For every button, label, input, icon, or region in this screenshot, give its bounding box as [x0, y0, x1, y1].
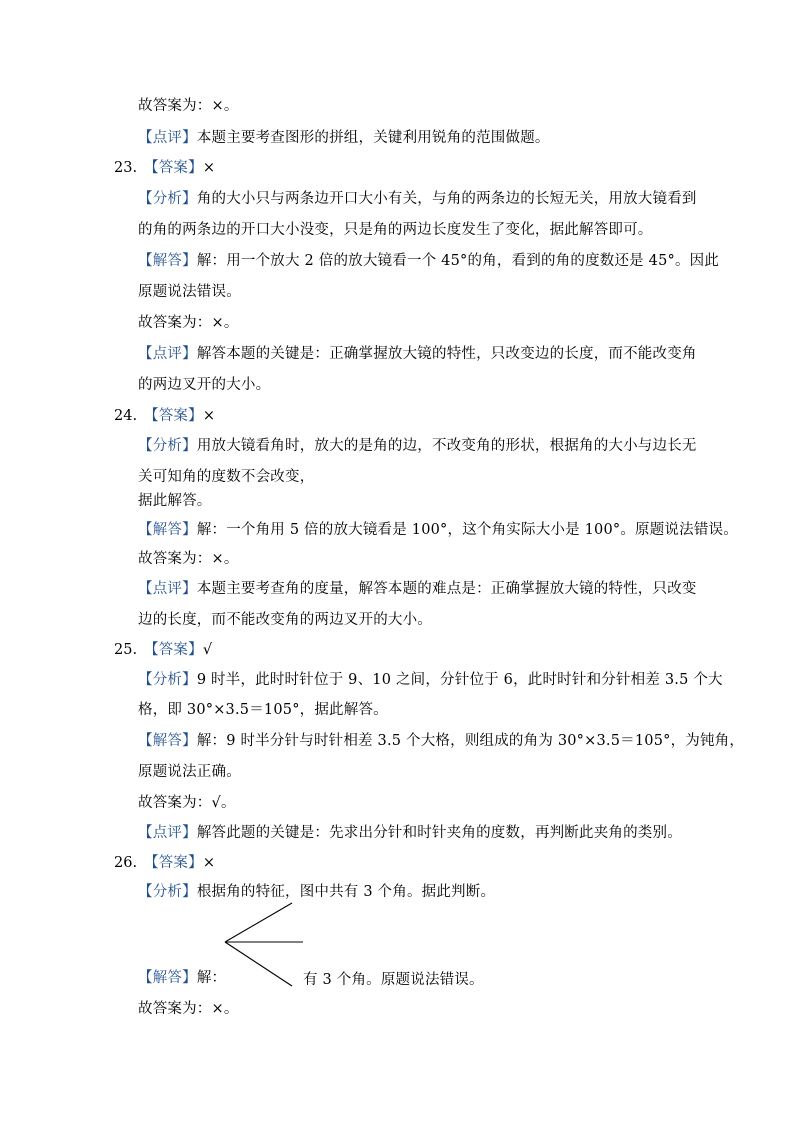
answer-line: 故答案为：×。: [138, 551, 239, 567]
answer-line: 故答案为：×。: [138, 315, 239, 331]
text-line: 原题说法错误。: [138, 284, 241, 300]
text-line: 的角的两条边的开口大小没变，只是角的两边长度发生了变化，据此解答即可。: [138, 222, 653, 238]
tag-answer: 【答案】: [144, 642, 203, 658]
answer-line: 故答案为：×。: [138, 1001, 239, 1017]
solution-line: 【解答】解：用一个放大 2 倍的放大镜看一个 45°的角，看到的角的度数还是 45°。因此: [138, 253, 720, 269]
tag-answer: 【答案】: [144, 160, 203, 176]
analysis-line: 【分析】角的大小只与两条边开口大小有关，与角的两条边的长短无关，用放大镜看到: [138, 191, 697, 207]
text-line: 格，即 30°×3.5＝105°，据此解答。: [138, 702, 388, 718]
angle-ray-lower: [225, 942, 292, 986]
question-number: 26.: [114, 855, 138, 871]
analysis-line: 【分析】9 时半，此时时针位于 9、10 之间，分针位于 6，此时时针和分针相差 3.5 个大: [138, 672, 723, 688]
answer-line: 故答案为：√。: [138, 795, 236, 811]
comment-line: 【点评】解答此题的关键是：先求出分针和时针夹角的度数，再判断此夹角的类别。: [138, 825, 682, 841]
tag-comment: 【点评】: [138, 346, 197, 362]
solution-line: 【解答】解：一个角用 5 倍的放大镜看是 100°，这个角实际大小是 100°。原题说法错误。: [138, 522, 738, 538]
text-line: 边的长度，而不能改变角的两边叉开的大小。: [138, 612, 432, 628]
tag-analysis: 【分析】: [138, 438, 197, 454]
tag-analysis: 【分析】: [138, 672, 197, 688]
tag-solution: 【解答】: [138, 733, 197, 749]
tag-comment: 【点评】: [138, 581, 197, 597]
tag-analysis: 【分析】: [138, 191, 197, 207]
text-line: 原题说法正确。: [138, 764, 241, 780]
comment-line: 【点评】本题主要考查图形的拼组，关键利用锐角的范围做题。: [138, 130, 550, 146]
tag-solution: 【解答】: [138, 253, 197, 269]
solution-line: 【解答】解：: [138, 970, 227, 986]
figure-caption: 有 3 个角。原题说法错误。: [303, 972, 484, 988]
question-number: 25.: [114, 642, 138, 658]
text-line: 关可知角的度数不会改变，: [138, 469, 315, 485]
analysis-line: 【分析】根据角的特征，图中共有 3 个角。据此判断。: [138, 884, 496, 900]
text-line: 的两边叉开的大小。: [138, 377, 271, 393]
comment-line: 【点评】本题主要考查角的度量，解答本题的难点是：正确掌握放大镜的特性，只改变: [138, 581, 697, 597]
answer-line: 【答案】×: [144, 160, 216, 176]
answer-line: 故答案为：×。: [138, 98, 239, 114]
angle-ray-upper: [225, 903, 292, 942]
tag-solution: 【解答】: [138, 522, 197, 538]
angle-figure: [220, 898, 310, 990]
tag-comment: 【点评】: [138, 130, 197, 146]
tag-answer: 【答案】: [144, 855, 203, 871]
analysis-line: 【分析】用放大镜看角时，放大的是角的边，不改变角的形状，根据角的大小与边长无: [138, 438, 697, 454]
tag-solution: 【解答】: [138, 970, 197, 986]
answer-line: 【答案】√: [144, 642, 213, 658]
question-number: 23.: [114, 160, 138, 176]
tag-answer: 【答案】: [144, 408, 203, 424]
comment-line: 【点评】解答本题的关键是：正确掌握放大镜的特性，只改变边的长度，而不能改变角: [138, 346, 697, 362]
question-number: 24.: [114, 408, 138, 424]
text-line: 据此解答。: [138, 493, 212, 509]
tag-comment: 【点评】: [138, 825, 197, 841]
answer-line: 【答案】×: [144, 408, 216, 424]
solution-line: 【解答】解：9 时半分针与时针相差 3.5 个大格，则组成的角为 30°×3.5＝105°，为钝角，: [138, 733, 745, 749]
tag-analysis: 【分析】: [138, 884, 197, 900]
answer-line: 【答案】×: [144, 855, 216, 871]
